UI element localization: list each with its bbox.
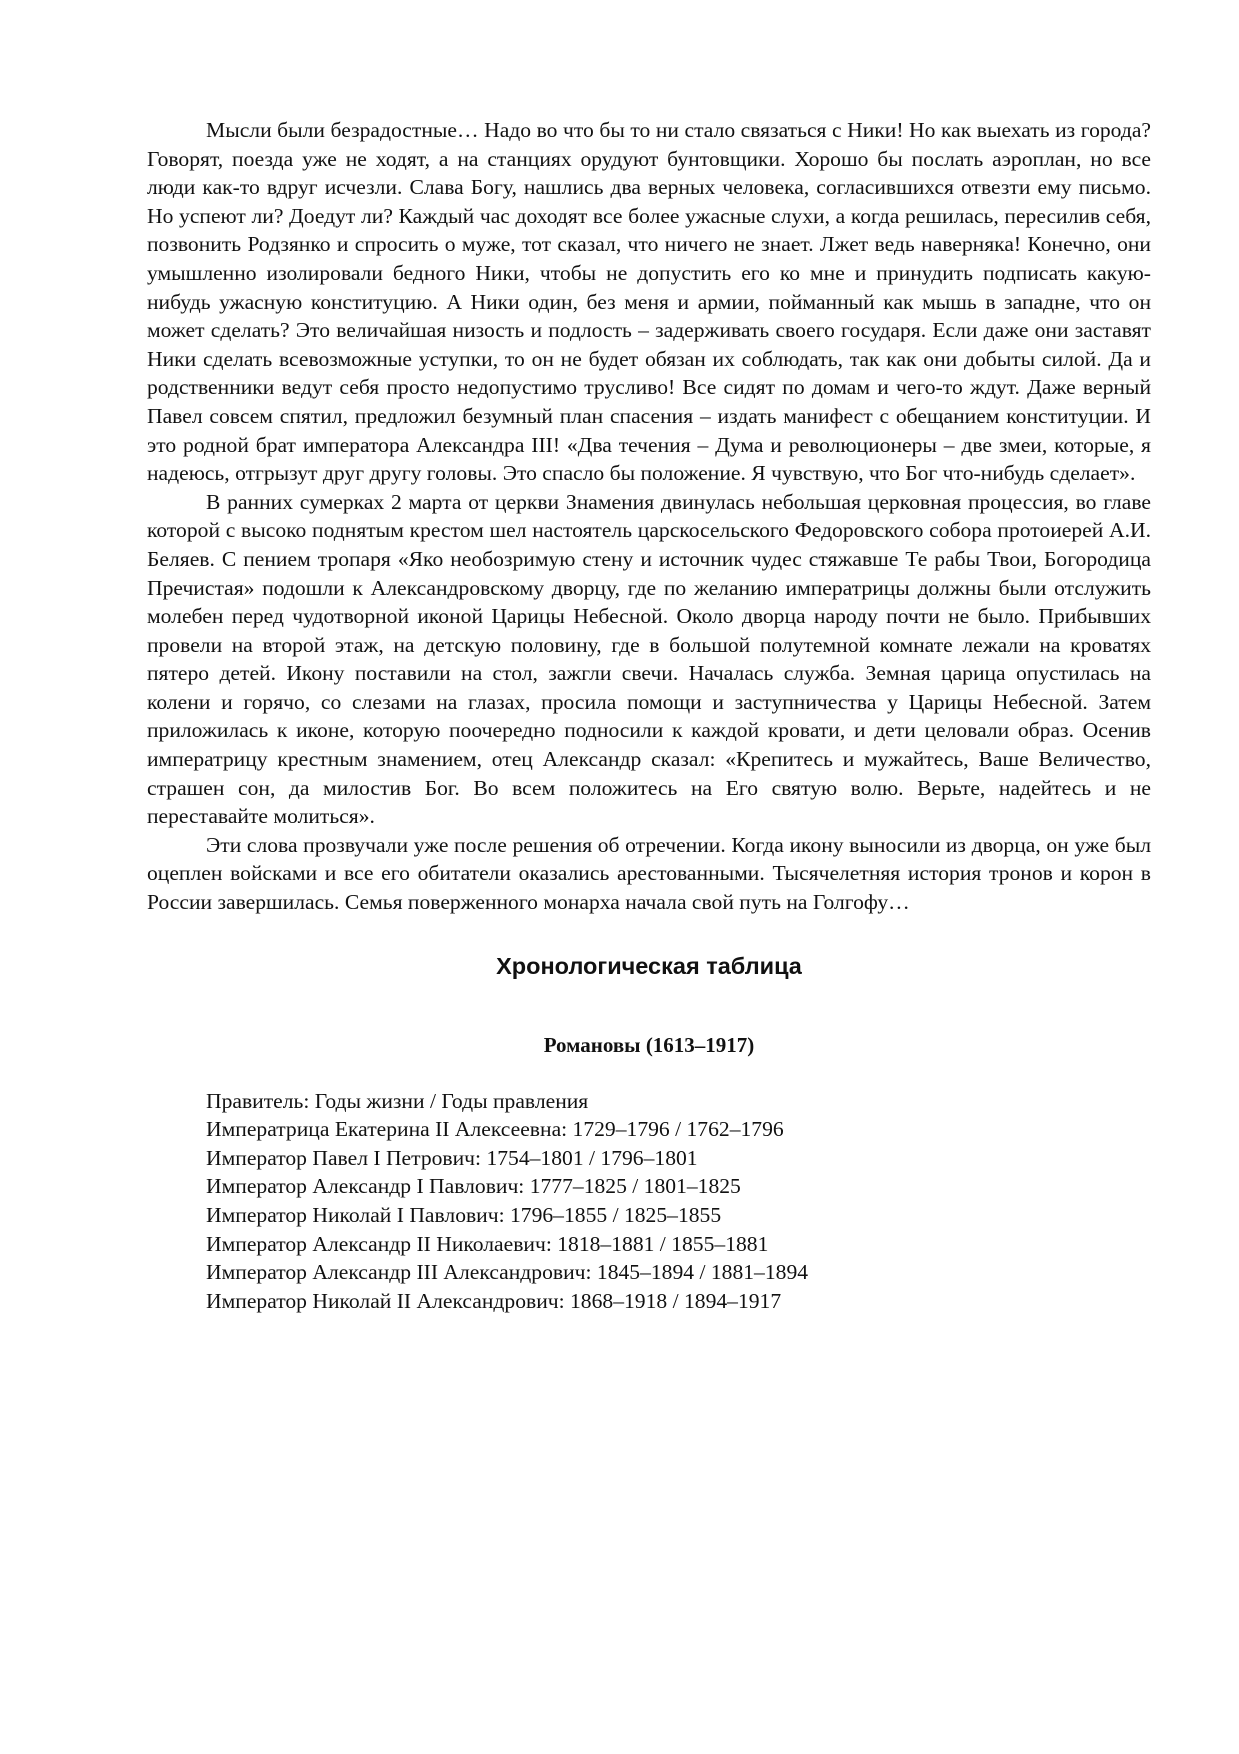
paragraph-procession: В ранних сумерках 2 марта от церкви Знамения двинулась небольшая церковная процессия, во главе которой с высоко поднятым крестом шел настоятель царскосельского Федоровского собора протоиерей А.И. Беляев. С пением тропаря «Яко необозримую стену и источник чудес стяжавше Те рабы Твои, Богородица Пречистая» подошли к Александровскому дворцу, где по желанию императрицы должны были отслужить молебен перед чудотворной иконой Царицы Небесной. Около дворца народу почти не было. Прибывших провели на второй этаж, на детскую половину, где в большой полутемной комнате лежали на кроватях пятеро детей. Икону поставили на стол, зажгли свечи. Началась служба. Земная царица опустилась на колени и горячо, со слезами на глазах, просила помощи и заступничества у Царицы Небесной. Затем приложилась к иконе, которую поочередно подносили к каждой кровати, и дети целовали образ. Осенив императрицу крестным знамением, отец Александр сказал: «Крепитесь и мужайтесь, Ваше Величество, страшен сон, да милостив Бог. Во всем положитесь на Его святую волю. Верьте, надейтесь и не переставайте молиться». xyxy=(147,489,1151,829)
table-row: Император Александр II Николаевич: 1818–1881 / 1855–1881 xyxy=(206,1231,769,1256)
chronology-table xyxy=(206,1087,1151,1316)
table-row: Император Николай II Александрович: 1868–1918 / 1894–1917 xyxy=(206,1288,782,1313)
section-title: Хронологическая таблица xyxy=(496,952,802,979)
table-row: Императрица Екатерина II Алексеевна: 1729–1796 / 1762–1796 xyxy=(206,1117,784,1142)
table-subtitle: Романовы (1613–1917) xyxy=(543,1032,755,1057)
paragraph-abdication: Эти слова прозвучали уже после решения об отречении. Когда икону выносили из дворца, он уже был оцеплен войсками и все его обитатели оказались арестованными. Тысячелетняя история тронов и корон в России завершилась. Семья поверженного монарха начала свой путь на Голгофу… xyxy=(147,832,1151,915)
table-row: Император Николай I Павлович: 1796–1855 / 1825–1855 xyxy=(206,1203,722,1227)
document-page xyxy=(147,116,1151,1315)
table-header-row: Правитель: Годы жизни / Годы правления xyxy=(206,1088,589,1113)
table-row: Император Павел I Петрович: 1754–1801 / 1796–1801 xyxy=(206,1145,698,1170)
table-row: Император Александр III Александрович: 1845–1894 / 1881–1894 xyxy=(206,1260,809,1285)
table-row: Император Александр I Павлович: 1777–1825 / 1801–1825 xyxy=(206,1174,741,1199)
paragraph-thoughts: Мысли были безрадостные… Надо во что бы то ни стало связаться с Ники! Но как выехать из города? Говорят, поезда уже не ходят, а на станциях орудуют бунтовщики. Хорошо бы послать аэроплан, но все люди как-то вдруг исчезли. Слава Богу, нашлись два верных человека, согласившихся отвезти ему письмо. Но успеют ли? Доедут ли? Каждый час доходят все более ужасные слухи, а когда решилась, пересилив себя, позвонить Родзянко и спросить о муже, тот сказал, что ничего не знает. Лжет ведь наверняка! Конечно, они умышленно изолировали бедного Ники, чтобы не допустить его ко мне и принудить подписать какую-нибудь ужасную конституцию. А Ники один, без меня и армии, пойманный как мышь в западне, что он может сделать? Это величайшая низость и подлость – задерживать своего государя. Если даже они заставят Ники сделать всевозможные уступки, то он не будет обязан их соблюдать, так как они добыты силой. Да и родственники ведут себя просто недопустимо трусливо! Все сидят по домам и чего-то ждут. Даже верный Павел совсем спятил, предложил безумный план спасения – издать манифест с обещанием конституции. И это родной брат императора Александра III! «Два течения – Дума и революционеры – две змеи, которые, я надеюсь, отгрызут друг другу головы. Это спасло бы положение. Я чувствую, что Бог что-нибудь сделает». xyxy=(147,118,1151,486)
